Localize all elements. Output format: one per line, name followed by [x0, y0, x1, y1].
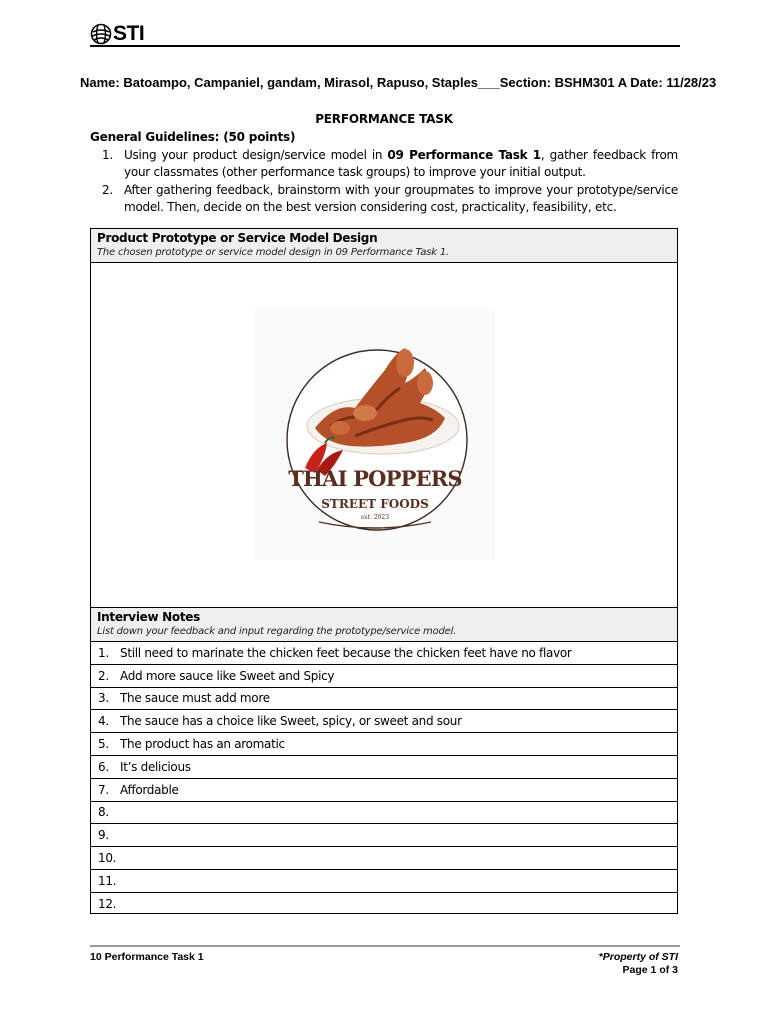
note-number: 6.: [98, 759, 109, 774]
guideline-item: [102, 147, 678, 181]
note-row: [91, 870, 677, 893]
interview-notes-table: [90, 607, 678, 914]
note-row: [91, 710, 677, 733]
note-row: [91, 824, 677, 847]
brand-established: est. 2023: [360, 514, 390, 521]
guideline-item: [102, 182, 678, 216]
note-row: [91, 756, 677, 779]
note-row: [91, 688, 677, 711]
design-table-header: [91, 229, 677, 263]
guidelines-heading: General Guidelines: (50 points): [90, 130, 296, 144]
footer-right-block: [599, 951, 678, 977]
note-number: 4.: [98, 714, 109, 729]
note-text: Add more sauce like Sweet and Spicy: [120, 668, 335, 683]
logo-underline-arc: [315, 520, 435, 534]
note-text: The product has an aromatic: [120, 737, 285, 752]
notes-table-header: [91, 608, 677, 642]
sti-globe-icon: [90, 23, 112, 45]
notes-table-heading: Interview Notes: [97, 610, 200, 624]
page-title: PERFORMANCE TASK: [315, 112, 453, 126]
note-number: 5.: [98, 737, 109, 752]
footer-page-number: Page 1 of 3: [622, 964, 678, 976]
note-text: Affordable: [120, 782, 179, 797]
note-number: 1.: [98, 645, 109, 660]
notes-table-subheading: List down your feedback and input regarding the prototype/service model.: [97, 626, 457, 637]
notes-rows: [91, 642, 677, 916]
note-number: 8.: [98, 805, 109, 820]
note-row: [91, 779, 677, 802]
note-text: The sauce must add more: [120, 691, 270, 706]
sti-logo: [90, 22, 144, 46]
footer-document-title: 10 Performance Task 1: [90, 951, 204, 963]
footer-divider: [90, 945, 680, 947]
design-table-subheading: The chosen prototype or service model design in 09 Performance Task 1.: [97, 247, 450, 258]
guideline-text-cont: , gather feedback from your classmates (other performance task groups) to improve your initial output.: [124, 148, 678, 179]
brand-name: THAI POPPERS: [288, 466, 462, 491]
note-number: 7.: [98, 782, 109, 797]
guideline-number: 1.: [102, 148, 113, 162]
guideline-number: 2.: [102, 183, 113, 197]
note-number: 12.: [98, 897, 117, 912]
note-text: It’s delicious: [120, 759, 191, 774]
guideline-bold-text: 09 Performance Task 1: [387, 148, 541, 162]
note-number: 9.: [98, 828, 109, 843]
note-number: 3.: [98, 691, 109, 706]
footer-property-notice: *Property of STI: [598, 951, 678, 963]
brand-tagline: STREET FOODS: [321, 497, 429, 511]
design-table-heading: Product Prototype or Service Model Design: [97, 231, 378, 245]
guideline-text: After gathering feedback, brainstorm with your groupmates to improve your prototype/service model. Then, decide on the best version considering cost, practicality, feasibility, etc.: [124, 183, 678, 214]
note-row: [91, 802, 677, 825]
note-row: [91, 733, 677, 756]
note-number: 10.: [98, 851, 117, 866]
note-text: Still need to marinate the chicken feet because the chicken feet have no flavor: [120, 645, 572, 660]
note-number: 2.: [98, 668, 109, 683]
guideline-text: Using your product design/service model in: [124, 148, 388, 162]
note-row: [91, 642, 677, 665]
logo-text: STI: [113, 22, 145, 45]
product-logo-image: [255, 308, 495, 560]
note-row: [91, 847, 677, 870]
note-text: The sauce has a choice like Sweet, spicy, or sweet and sour: [120, 714, 462, 729]
note-row: [91, 893, 677, 916]
note-row: [91, 665, 677, 688]
note-number: 11.: [98, 873, 117, 888]
header-divider: [90, 45, 680, 47]
student-info-line: Name: Batoampo, Campaniel, gandam, Mirasol, Rapuso, Staples___Section: BSHM301 A Date: 11/28/23: [80, 75, 717, 90]
